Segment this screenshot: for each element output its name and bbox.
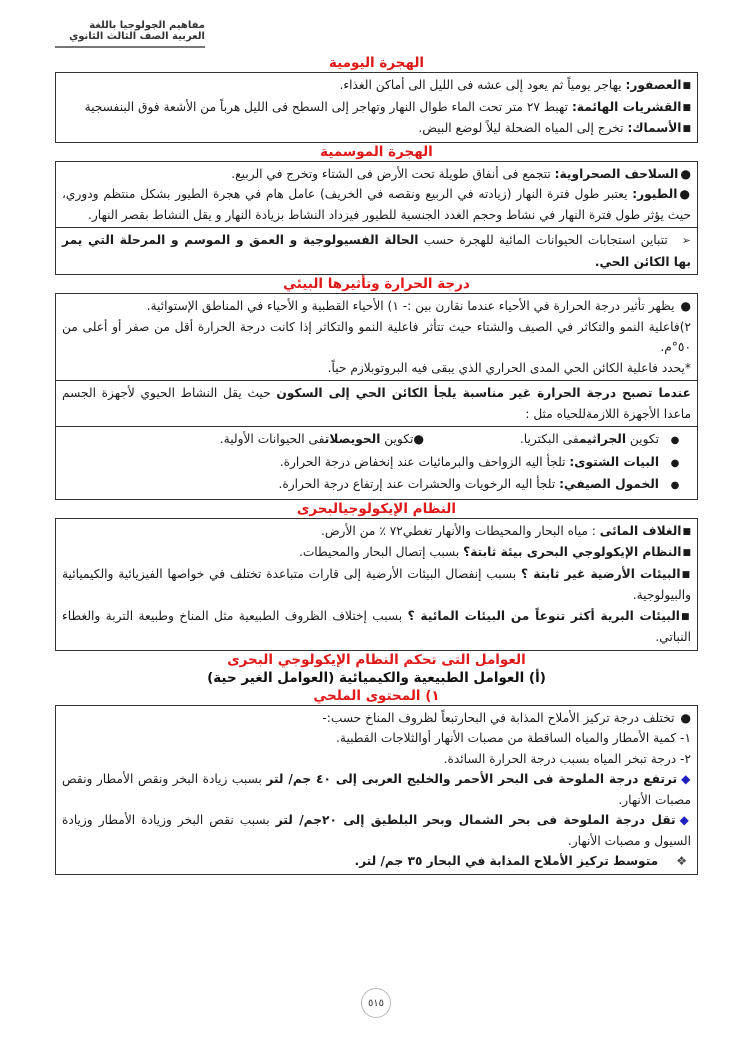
square-bullet-icon: ■ [681,569,691,580]
dot-bullet-icon: ● [413,432,424,446]
section-title-daily-migration: الهجرة اليومية [328,55,425,71]
seasonal-migration-box [55,161,698,229]
section-title-factors: العوامل التى تحكم النظام الإيكولوجي البحرى [227,651,526,668]
paragraph: ● يظهر تأثير درجة الحرارة في الأحياء عندما نقارن بين :- ١) الأحياء القطبية و الأحياء في المناطق الإستوائية. [146,299,691,313]
list-item: ■النظام الإيكولوجي البحرى بيئة ثابتة؟ بسبب إتصال البحار والمحيطات. [298,545,691,559]
dot-bullet-icon: ● [670,457,680,469]
list-item: ■البيئات الأرضية غير ثابتة ؟ بسبب إنفصال البيئات الأرضية إلى قارات متباعدة تختلف في خواصها الفيزيائية والكيميائية والبيولوجية. [62,566,691,602]
document-content [55,54,698,875]
list-item: ❖متوسط تركيز الأملاح المذابة في البحار ٣٥ جم/ لتر. [354,854,687,868]
numbered-item: ١- كمية الأمطار والمياه الساقطة من مصبات الأنهار أوالثلاجات القطبية. [336,731,691,745]
square-bullet-icon: ■ [682,81,691,91]
list-item: ■الغلاف المائى : مياه البحار والمحيطات والأنهار تغطي٧٢ ٪ من الأرض. [320,523,691,538]
list-item: ■العصفور: يهاجر يومياً ثم يعود إلى عشه فى الليل الى أماكن الغذاء. [339,78,691,92]
dot-bullet-icon: ● [680,710,691,725]
square-bullet-icon: ■ [682,526,691,537]
diamond-bullet-icon: ◆ [681,772,691,786]
paragraph: ٢)فاعلية النمو والتكاثر في الصيف والشتاء حيث تتأثر فاعلية النمو والتكاثر إذا كانت درجة الحرارة أقل من صفر أو أعلى من ٥٠°م. [62,319,691,354]
square-bullet-icon: ■ [682,102,691,113]
list-item: ● تكوين الجراثيمفى البكتريا. ●تكوين الحويصلاتفى الحيوانات الأولية. [62,429,691,452]
dot-bullet-icon: ● [680,166,691,181]
square-bullet-icon: ■ [680,611,691,622]
dot-bullet-icon: ● [670,480,680,491]
paragraph: *يحدد فاعلية الكائن الحي المدى الحراري الذي يبقى فيه البروتوبلازم حياً. [327,360,691,375]
dot-bullet-icon: ● [679,187,691,201]
section-title-temperature: درجة الحرارة وتأثيرها البيئي [283,276,470,292]
list-item: ◆ترتفع درجة الملوحة فى البحر الأحمر والخليج العربى إلى ٤٠ جم/ لتر بسبب زيادة البخر ونقص الأمطار ونقص مصبات الأنهار. [62,772,691,807]
section-title-seasonal-migration: الهجرة الموسمية [320,143,433,160]
daily-migration-box [55,72,698,143]
four-diamond-bullet-icon: ❖ [676,854,687,868]
temperature-box [55,293,698,381]
numbered-item: ٢- درجة تبخر المياه بسبب درجة الحرارة السائدة. [443,751,691,766]
dot-bullet-icon: ● [680,299,691,313]
diamond-bullet-icon: ◆ [679,813,691,827]
list-item: ● البيات الشتوى: تلجأ اليه الزواحف والبرمائيات عند إنخفاض درجة الحرارة. [62,452,691,475]
dormancy-list-box [55,427,698,500]
seasonal-note-box: ➢تتباين استجابات الحيوانات المائية للهجرة حسب الحالة الفسيولوجية و العمق و الموسم و المرحلة التي يمر بها الكائن الحي. [55,228,698,275]
dormancy-box: عندما تصبح درجة الحرارة غير مناسبة يلجأ الكائن الحي إلى السكون حيث يقل النشاط الحيوي لأجهزة الجسم ماعدا الأجهزة اللازمةللحياه مثل : [55,381,698,427]
list-item: ■الأسماك: تخرج إلى المياه الضحلة ليلاً لوضع البيض. [418,121,691,135]
paragraph: ● تختلف درجة تركيز الأملاح المذابة في البحارتبعاً لظروف المناخ حسب:- [322,710,691,725]
list-item: ◆تقل درجة الملوحة فى بحر الشمال وبحر البلطيق إلى ٢٠جم/ لتر بسبب نقص البخر وزيادة الأمطار وزيادة السيول و مصبات الأنهار. [62,813,691,848]
list-item: ●الطيور: يعتبر طول فترة النهار (زيادته في الربيع ونقصه في الخريف) عامل هام في هجرة الطيور بشكل منتظم ودوري، حيث يؤثر طول فترة النهار في نشاط وحجم الغدد الجنسية للطيور فيزداد النشاط بزيادة النهار و يقل النشاط بقصر النهار. [62,187,691,222]
arrow-bullet-icon: ➢ [681,234,691,247]
dot-bullet-icon: ● [670,435,680,446]
list-item: ■القشريات الهائمة: تهبط ٢٧ متر تحت الماء طوال النهار وتهاجر إلى السطح فى الليل هرباً من الأشعة فوق البنفسجية [84,99,691,114]
square-bullet-icon: ■ [682,548,691,558]
page-header: مفاهيم الجولوجيا باللغة العربية الصف الثالث الثانوي [55,20,205,48]
marine-ecosystem-box [55,518,698,651]
list-item: ● الخمول الصيفي: تلجأ اليه الرخويات والحشرات عند إرتفاع درجة الحرارة. [62,474,691,497]
square-bullet-icon: ■ [682,124,691,134]
salinity-box [55,705,698,875]
list-item: ■البيئات البرية أكثر تنوعاً من البيئات المائية ؟ بسبب إختلاف الظروف الطبيعية مثل المناخ وطبيعة التربة والغطاء النباتي. [62,608,691,644]
section-title-salinity: ١) المحتوى الملحي [313,687,440,704]
list-item: ●السلاحف الصحراوية: تتجمع فى أنفاق طويلة تحت الأرض فى الشتاء وتخرج في الربيع. [231,166,691,181]
section-subtitle-abiotic: (أ) العوامل الطبيعية والكيميائية (العوامل الغير حية) [207,669,546,686]
page-number: ٥١٥ [361,988,391,1018]
section-title-marine-ecosystem: النظام الإيكولوجيالبحرى [296,500,456,517]
